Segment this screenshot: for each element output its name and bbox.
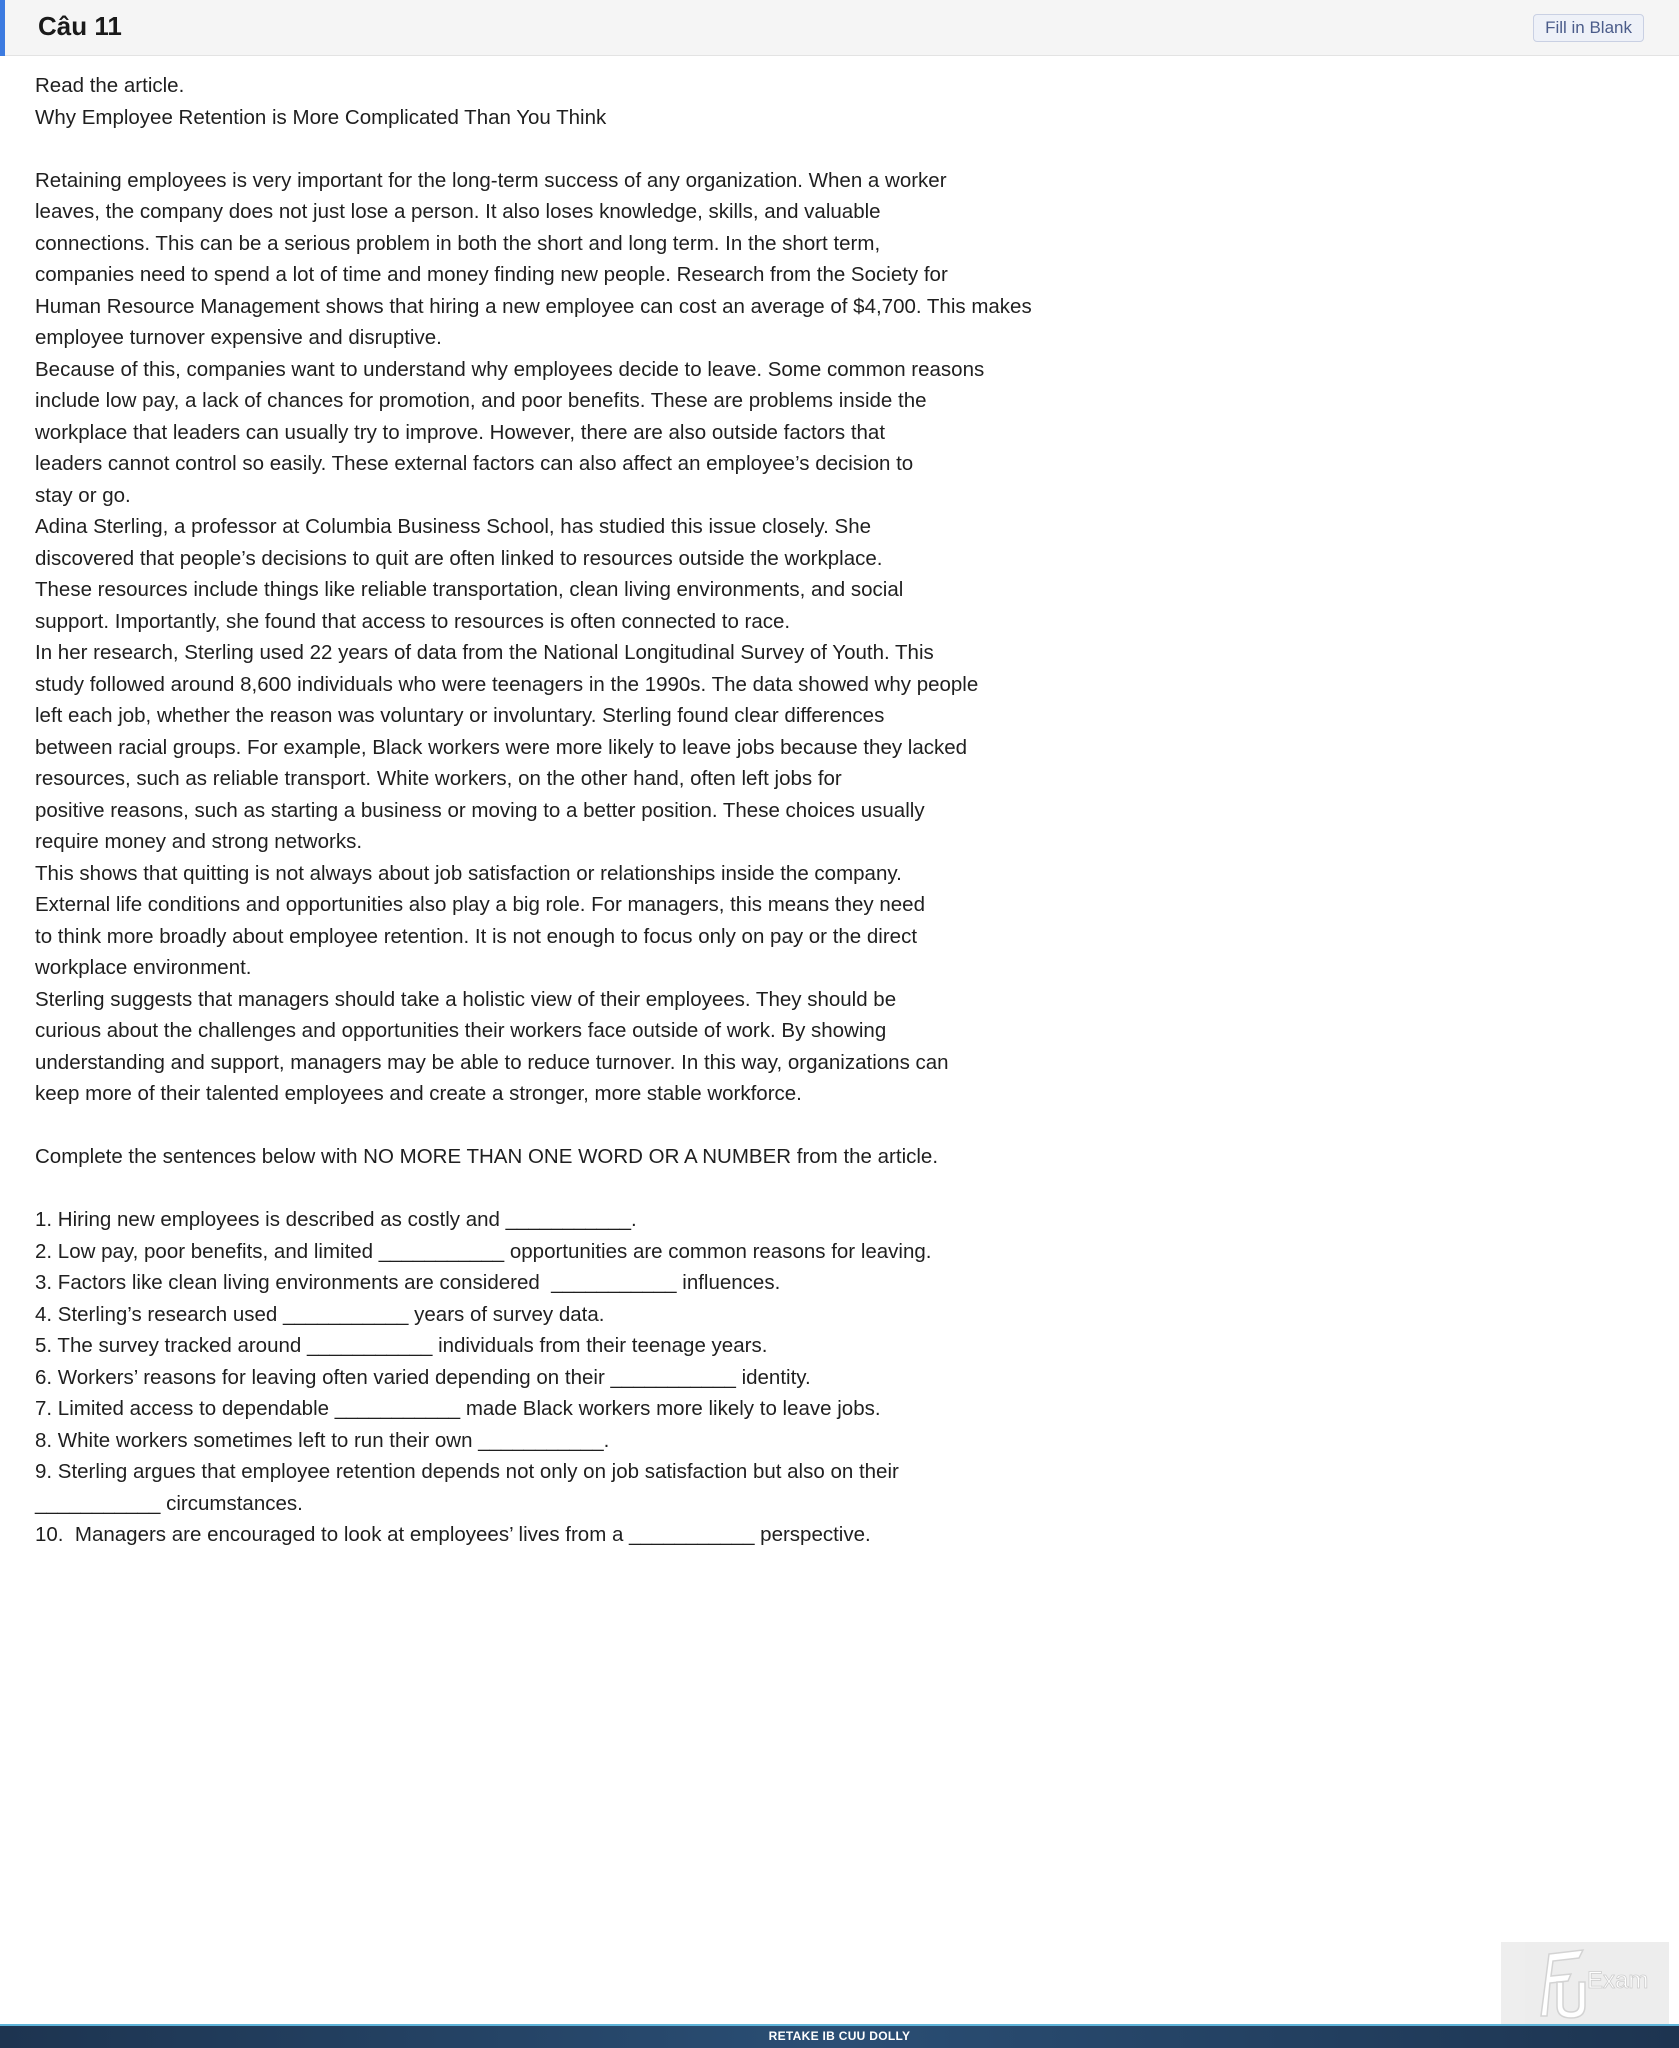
content-line: Why Employee Retention is More Complicated Than You Think — [35, 105, 607, 129]
content-line: Because of this, companies want to understand why employees decide to leave. Some common reasons — [35, 357, 985, 381]
question-content — [35, 70, 1135, 1551]
footer-bar — [0, 2024, 1679, 2048]
content-line: stay or go. — [35, 483, 131, 507]
content-line: connections. This can be a serious problem in both the short and long term. In the short term, — [35, 231, 881, 255]
content-line: workplace environment. — [35, 956, 252, 979]
content-line: left each job, whether the reason was voluntary or involuntary. Sterling found clear differences — [35, 704, 885, 727]
footer-text: RETAKE IB CUU DOLLY — [768, 2029, 911, 2043]
content-line: ___________ circumstances. — [35, 1491, 303, 1515]
content-line: understanding and support, managers may be able to reduce turnover. In this way, organizations can — [35, 1050, 949, 1074]
content-line: discovered that people’s decisions to quit are often linked to resources outside the workplace. — [35, 546, 883, 570]
content-line: require money and strong networks. — [35, 830, 363, 853]
content-line — [35, 1173, 1135, 1205]
content-line: resources, such as reliable transport. White workers, on the other hand, often left jobs for — [35, 767, 842, 790]
content-line: 4. Sterling’s research used ___________ years of survey data. — [35, 1302, 605, 1326]
content-line: companies need to spend a lot of time and money finding new people. Research from the Society for — [35, 263, 948, 286]
content-line: In her research, Sterling used 22 years of data from the National Longitudinal Survey of Youth. This — [35, 641, 934, 664]
content-line: 6. Workers’ reasons for leaving often varied depending on their ___________ identity. — [35, 1365, 811, 1389]
content-line: Sterling suggests that managers should take a holistic view of their employees. They should be — [35, 987, 897, 1011]
content-line: 1. Hiring new employees is described as costly and ___________. — [35, 1208, 637, 1231]
content-line: keep more of their talented employees and create a stronger, more stable workforce. — [35, 1082, 802, 1105]
content-line: Read the article. — [35, 74, 185, 97]
content-line: include low pay, a lack of chances for promotion, and poor benefits. These are problems inside the — [35, 389, 927, 412]
content-line: Adina Sterling, a professor at Columbia Business School, has studied this issue closely. She — [35, 515, 872, 538]
content-line — [35, 1110, 1135, 1142]
question-header — [0, 0, 1679, 56]
content-line: 5. The survey tracked around ___________ individuals from their teenage years. — [35, 1334, 768, 1357]
content-line: to think more broadly about employee retention. It is not enough to focus only on pay or the direct — [35, 924, 918, 948]
question-title: Câu 11 — [38, 11, 122, 41]
content-line: Complete the sentences below with NO MORE THAN ONE WORD OR A NUMBER from the article. — [35, 1145, 939, 1168]
content-line: Human Resource Management shows that hiring a new employee can cost an average of $4,700. This makes — [35, 294, 1032, 318]
content-line: 8. White workers sometimes left to run their own ___________. — [35, 1428, 610, 1452]
content-line: External life conditions and opportunities also play a big role. For managers, this means they need — [35, 893, 925, 916]
content-line: 3. Factors like clean living environments are considered ___________ influences. — [35, 1271, 781, 1294]
content-line: 10. Managers are encouraged to look at employees’ lives from a ___________ perspective. — [35, 1523, 871, 1546]
content-line: Retaining employees is very important for the long-term success of any organization. When a worker — [35, 168, 947, 192]
content-line: 2. Low pay, poor benefits, and limited ___________ opportunities are common reasons for leaving. — [35, 1239, 932, 1263]
content-line: leaders cannot control so easily. These external factors can also affect an employee’s decision to — [35, 452, 914, 475]
content-line: curious about the challenges and opportunities their workers face outside of work. By showing — [35, 1019, 887, 1042]
content-line — [35, 133, 1135, 165]
content-line: 7. Limited access to dependable ___________ made Black workers more likely to leave jobs. — [35, 1397, 881, 1420]
content-line: positive reasons, such as starting a business or moving to a better position. These choices usually — [35, 798, 925, 822]
content-line: support. Importantly, she found that access to resources is often connected to race. — [35, 609, 791, 633]
fu-exam-logo-text: Exam — [1587, 1967, 1649, 1994]
content-line: This shows that quitting is not always about job satisfaction or relationships inside the company. — [35, 861, 902, 885]
fu-exam-logo — [1501, 1942, 1669, 2024]
content-line: workplace that leaders can usually try to improve. However, there are also outside factors that — [35, 420, 886, 444]
content-line: between racial groups. For example, Black workers were more likely to leave jobs because they lacked — [35, 735, 968, 759]
header-accent-bar — [0, 0, 5, 56]
question-type-badge: Fill in Blank — [1533, 14, 1644, 42]
content-line: 9. Sterling argues that employee retention depends not only on job satisfaction but also on their — [35, 1460, 899, 1483]
content-line: leaves, the company does not just lose a person. It also loses knowledge, skills, and valuable — [35, 200, 881, 223]
content-line: study followed around 8,600 individuals who were teenagers in the 1990s. The data showed why people — [35, 672, 979, 696]
content-line: employee turnover expensive and disruptive. — [35, 326, 442, 349]
content-line: These resources include things like reliable transportation, clean living environments, and social — [35, 578, 904, 601]
